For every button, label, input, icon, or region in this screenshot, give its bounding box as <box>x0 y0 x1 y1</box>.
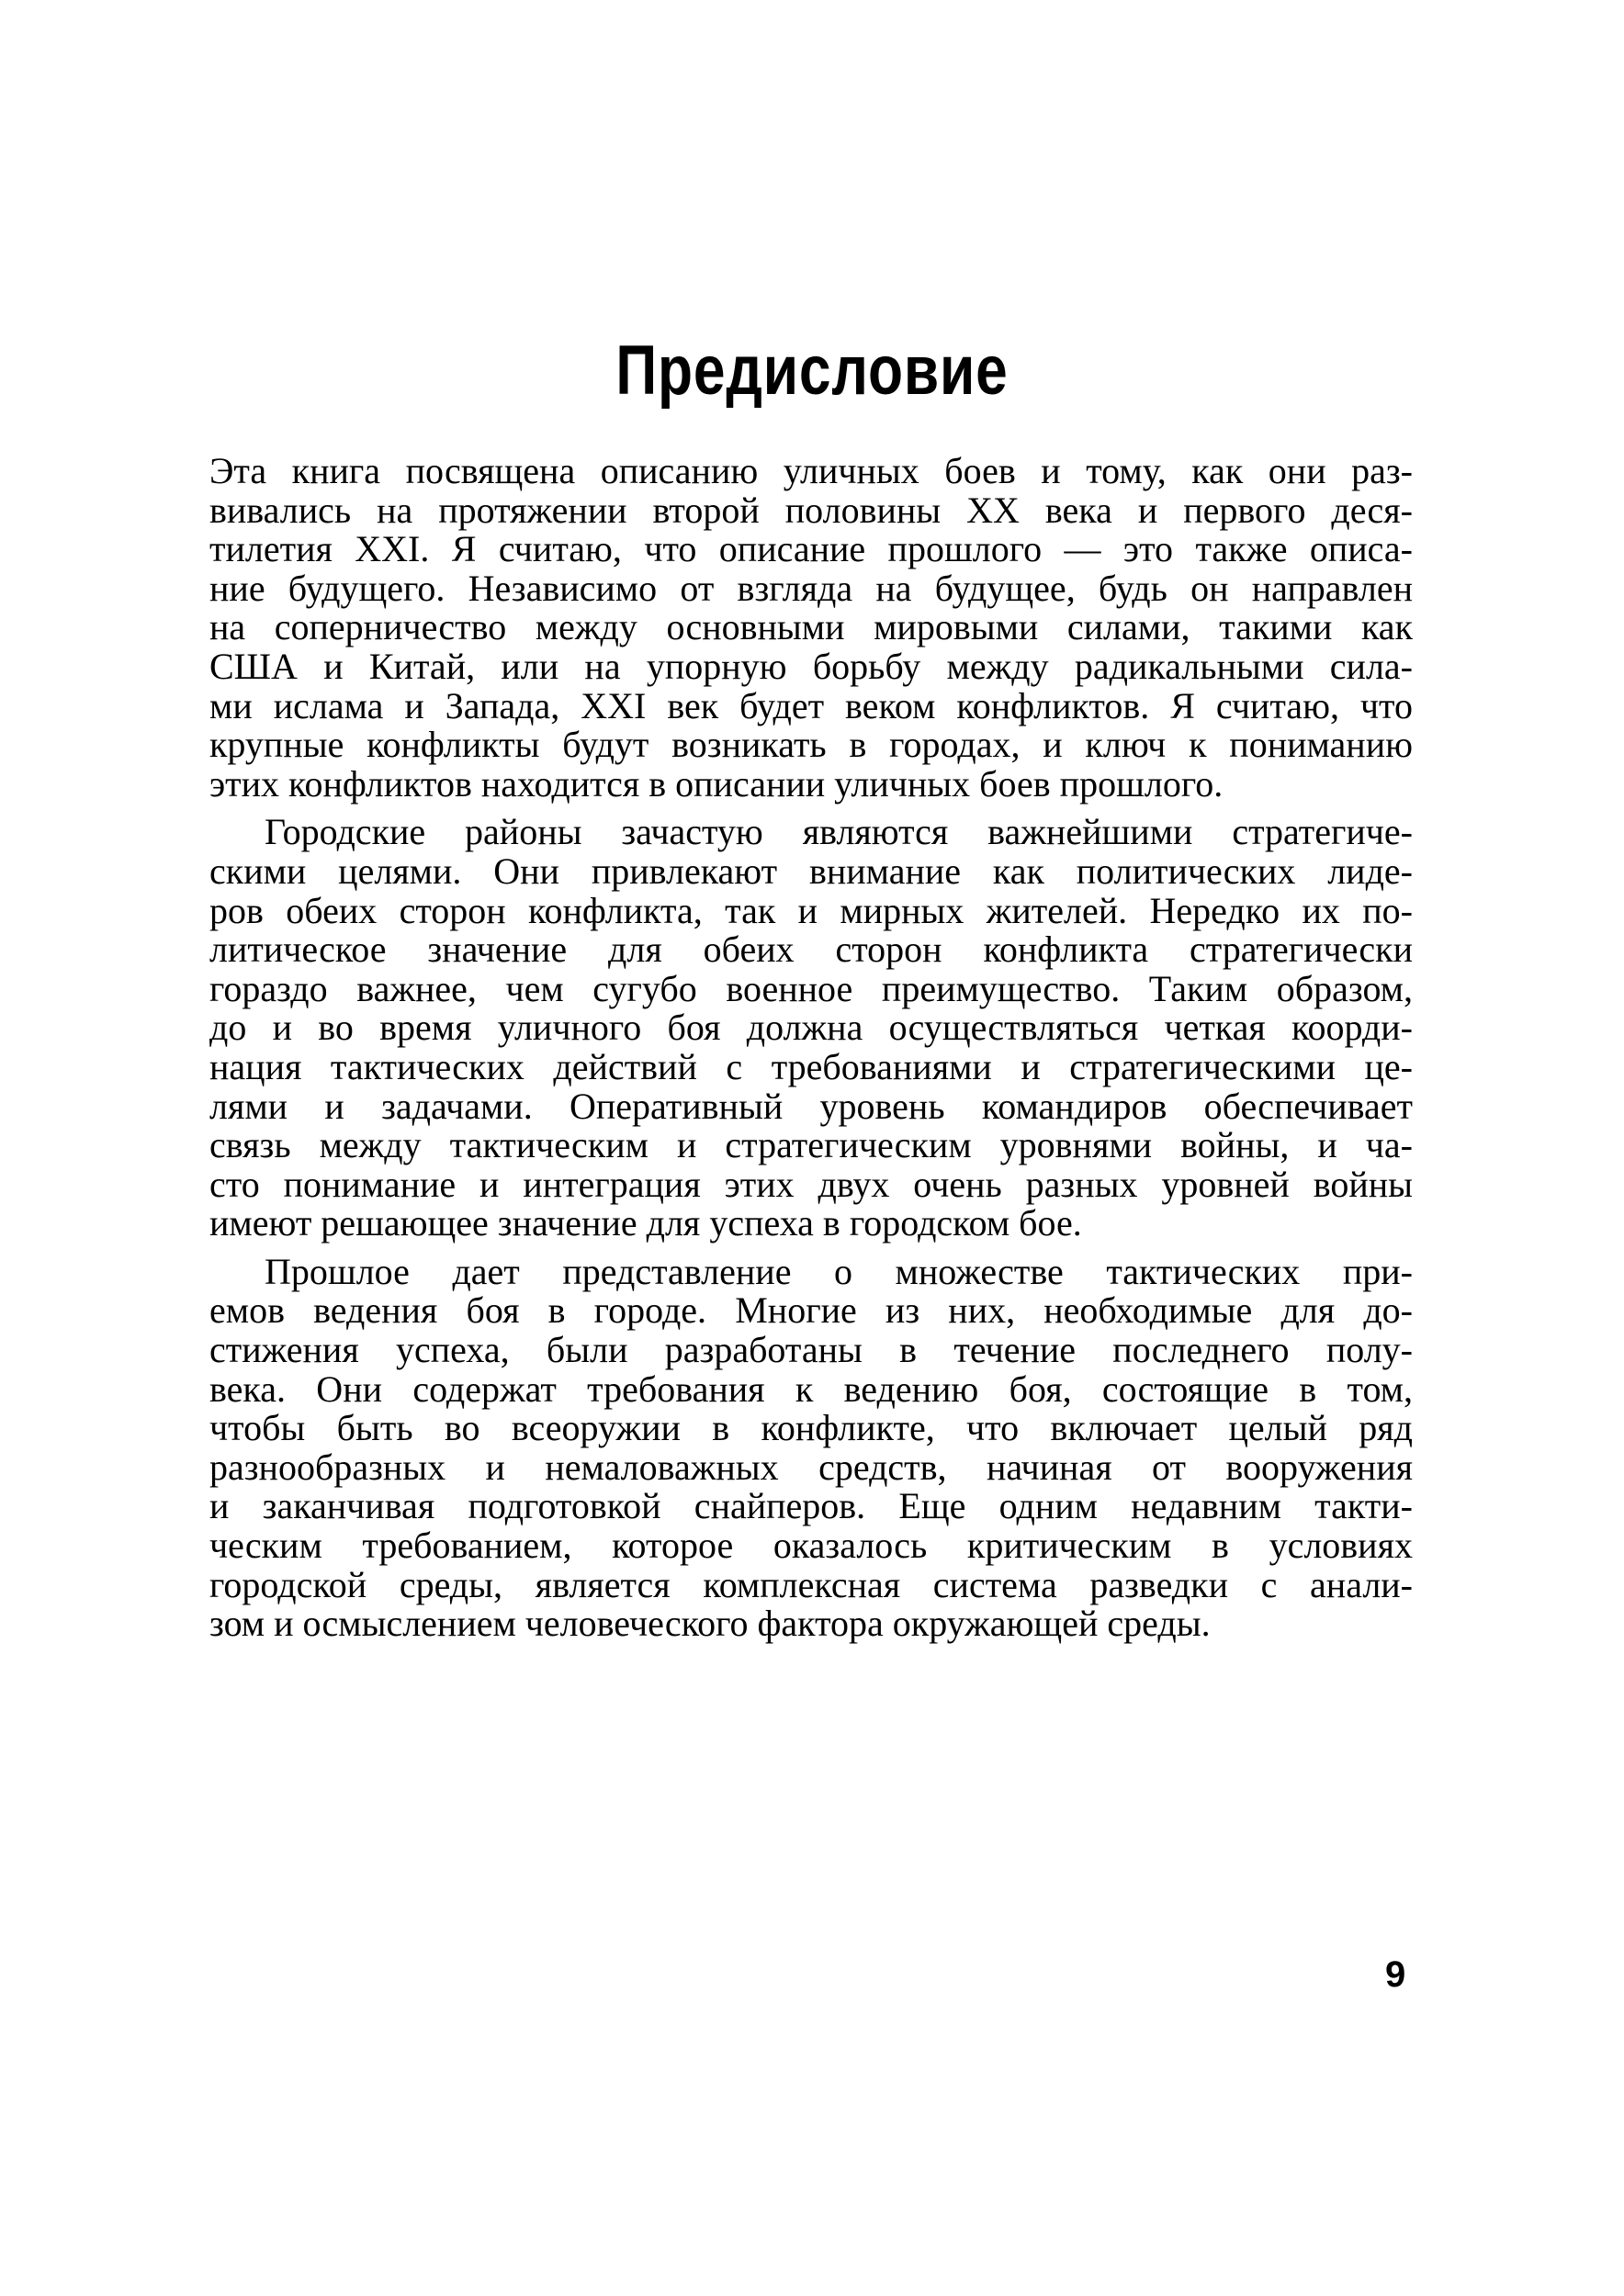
text-line: века. Они содержат требования к ведению боя, состоящие в том, <box>209 1367 1413 1410</box>
text-line: городской среды, является комплексная система разведки с анали- <box>209 1563 1413 1605</box>
text-line: сто понимание и интеграция этих двух очень разных уровней войны <box>209 1163 1413 1205</box>
text-line: на соперничество между основными мировыми силами, такими как <box>209 606 1413 648</box>
text-line: тилетия XXI. Я считаю, что описание прошлого — это также описа- <box>209 528 1413 570</box>
text-line: связь между тактическим и стратегическим уровнями войны, и ча- <box>209 1124 1413 1166</box>
text-line: лями и задачами. Оперативный уровень командиров обеспечивает <box>209 1085 1413 1127</box>
text-line: Прошлое дает представление о множестве тактических при- <box>265 1250 1413 1292</box>
text-line: США и Китай, или на упорную борьбу между радикальными сила- <box>209 645 1413 687</box>
text-line: крупные конфликты будут возникать в городах, и ключ к пониманию <box>209 724 1413 766</box>
text-line: разнообразных и немаловажных средств, начиная от вооружения <box>209 1446 1413 1488</box>
text-line: скими целями. Они привлекают внимание как политических лиде- <box>209 850 1413 892</box>
text-line: зом и осмыслением человеческого фактора окружающей среды. <box>209 1603 1211 1645</box>
text-line: Городские районы зачастую являются важнейшими стратегиче- <box>265 811 1413 853</box>
paragraph-3 <box>209 1250 1413 1645</box>
text-line: стижения успеха, были разработаны в течение последнего полу- <box>209 1329 1413 1371</box>
paragraph-2 <box>209 813 1413 1244</box>
paragraph-1 <box>209 452 1413 804</box>
text-line: ние будущего. Независимо от взгляда на будущее, будь он направлен <box>209 567 1413 609</box>
text-line: Эта книга посвящена описанию уличных боев и тому, как они раз- <box>209 450 1413 491</box>
text-line: ми ислама и Запада, XXI век будет веком конфликтов. Я считаю, что <box>209 684 1413 726</box>
text-line: гораздо важнее, чем сугубо военное преимущество. Таким образом, <box>209 967 1413 1009</box>
text-line: этих конфликтов находится в описании уличных боев прошлого. <box>209 762 1224 805</box>
text-line: вивались на протяжении второй половины XX века и первого деся- <box>209 489 1413 531</box>
text-line: и заканчивая подготовкой снайперов. Еще одним недавним такти- <box>209 1485 1413 1527</box>
text-line: емов ведения боя в городе. Многие из них, необходимые для до- <box>209 1289 1413 1332</box>
text-line: имеют решающее значение для успеха в городском бое. <box>209 1202 1082 1244</box>
text-line: до и во время уличного боя должна осуществляться четкая коорди- <box>209 1007 1413 1049</box>
page-number: 9 <box>1385 1954 1406 1995</box>
text-line: ров обеих сторон конфликта, так и мирных жителей. Нередко их по- <box>209 889 1413 931</box>
page-title: Предисловие <box>615 332 1009 410</box>
text-line: чтобы быть во всеоружии в конфликте, что включает целый ряд <box>209 1407 1413 1449</box>
text-line: ческим требованием, которое оказалось критическим в условиях <box>209 1525 1413 1567</box>
body-text <box>209 452 1413 1653</box>
text-line: нация тактических действий с требованиями и стратегическими це- <box>209 1045 1413 1087</box>
text-line: литическое значение для обеих сторон конфликта стратегически <box>209 929 1413 971</box>
